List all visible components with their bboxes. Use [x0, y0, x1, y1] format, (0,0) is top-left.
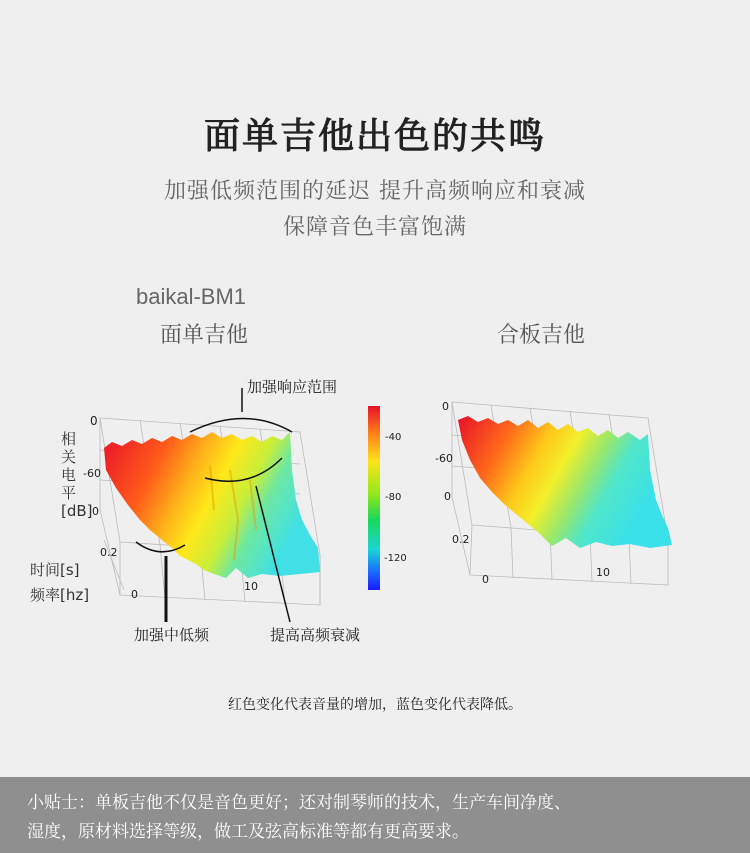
y-axis-label: 相关电平[dB]	[61, 430, 93, 520]
right-chart-label: 合板吉他	[497, 323, 586, 348]
time-axis-label: 时间[s]	[30, 561, 80, 579]
tip-text	[27, 789, 727, 847]
left-f-tick-10: 10	[244, 580, 258, 593]
annotation-high-decay: 提高高频衰减	[270, 626, 361, 644]
left-z-tick-0: 0	[90, 414, 98, 428]
legend-note: 红色变化代表音量的增加，蓝色变化代表降低。	[228, 697, 522, 713]
right-z-tick-60: -60	[435, 452, 453, 465]
left-z-tick-60: -60	[83, 467, 101, 480]
left-t-tick-02: 0.2	[100, 546, 118, 559]
right-z-tick-0: 0	[442, 400, 449, 413]
model-name: baikal-BM1	[136, 284, 247, 309]
colorbar-tick-120: -120	[384, 553, 407, 564]
left-chart-label: 面单吉他	[160, 323, 249, 348]
colorbar-tick-40: -40	[385, 432, 402, 443]
tip-line-1: 小贴士：单板吉他不仅是音色更好；还对制琴师的技术，生产车间净度、	[27, 793, 571, 813]
right-z-tick-0b: 0	[444, 490, 451, 503]
left-spectrogram-surface	[104, 432, 320, 578]
left-t-tick-0: 0	[131, 588, 138, 601]
colorbar-tick-80: -80	[385, 492, 402, 503]
right-t-tick-02: 0.2	[452, 533, 470, 546]
subtitle-line-1: 加强低频范围的延迟 提升高频响应和衰减	[164, 179, 586, 204]
tip-line-2: 湿度，原材料选择等级，做工及弦高标准等都有更高要求。	[27, 822, 469, 842]
colorbar	[368, 406, 380, 590]
annotation-mid-low: 加强中低频	[134, 626, 210, 644]
right-f-tick-10: 10	[596, 566, 610, 579]
left-z-tick-0b: 0	[92, 505, 99, 518]
subtitle-line-2: 保障音色丰富饱满	[282, 215, 467, 240]
freq-axis-label: 频率[hz]	[30, 586, 90, 604]
right-spectrogram-surface	[458, 416, 672, 548]
page-title: 面单吉他出色的共鸣	[203, 116, 546, 157]
right-t-tick-0: 0	[482, 573, 489, 586]
annotation-response-range: 加强响应范围	[247, 378, 338, 396]
